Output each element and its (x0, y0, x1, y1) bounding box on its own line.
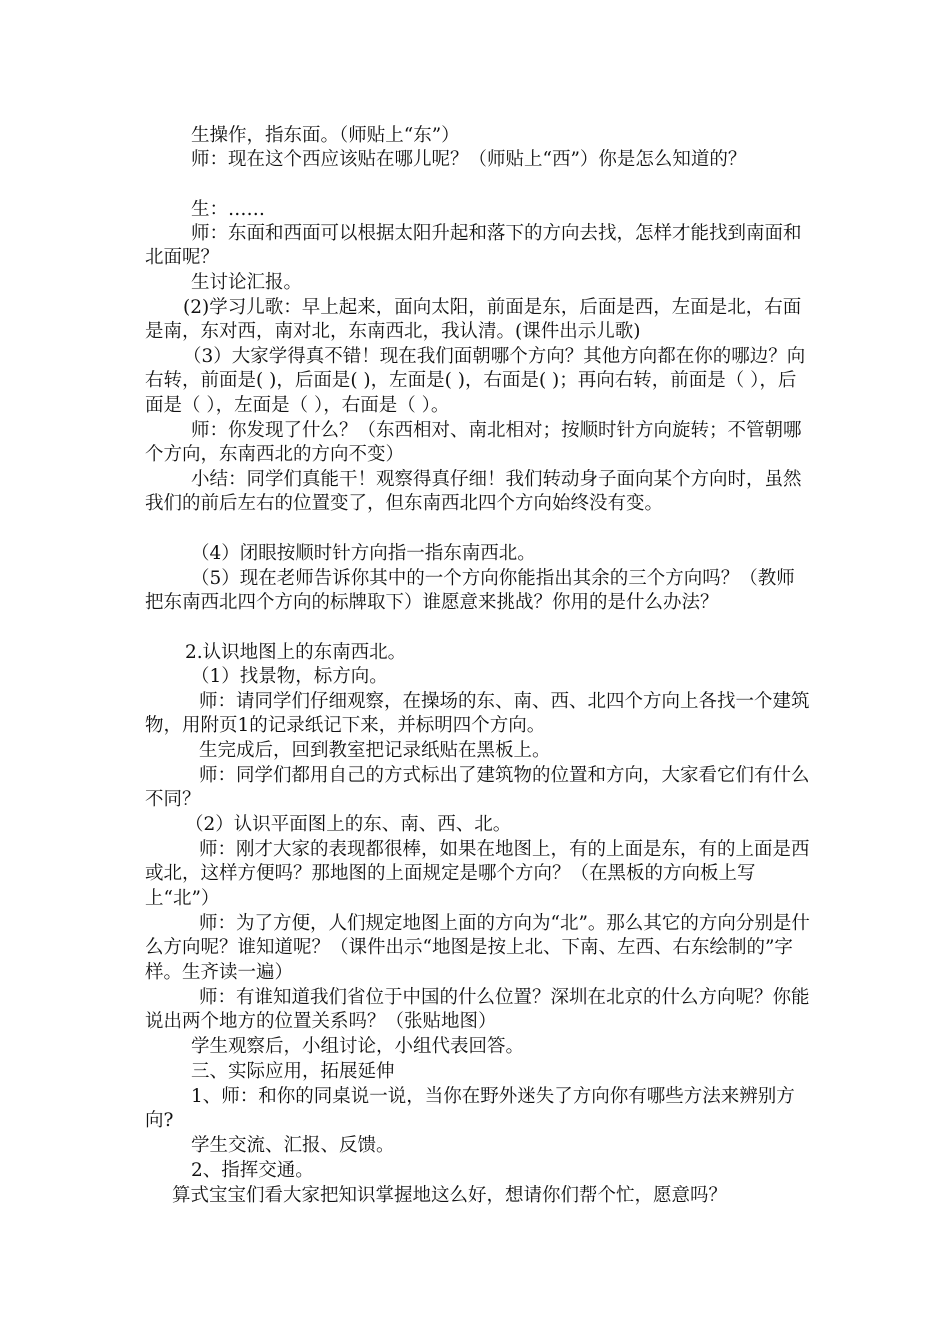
paragraph: 师：现在这个西应该贴在哪儿呢？（师贴上“西”）你是怎么知道的？ (191, 149, 747, 170)
paragraph: 生完成后，回到教室把记录纸贴在黑板上。 (199, 740, 551, 761)
paragraph: 师：请同学们仔细观察，在操场的东、南、西、北四个方向上各找一个建筑物，用附页1的记录纸记下来，并标明四个方向。 (145, 691, 810, 737)
paragraph: （3）大家学得真不错！现在我们面朝哪个方向？其他方向都在你的哪边？向右转，前面是( )，后面是( )，左面是( )，右面是( )；再向右转，前面是（ ），后面是（ ），左面是（ ），右面是（ ）。 (145, 346, 806, 416)
paragraph: 生讨论汇报。 (191, 272, 303, 293)
paragraph: 生操作，指东面。（师贴上“东”） (191, 125, 460, 146)
paragraph: 算式宝宝们看大家把知识掌握地这么好，想请你们帮个忙，愿意吗？ (172, 1185, 728, 1206)
paragraph: 师：刚才大家的表现都很棒，如果在地图上，有的上面是东，有的上面是西或北，这样方便吗？那地图的上面规定是哪个方向？（在黑板的方向板上写上“北”） (145, 839, 810, 909)
paragraph: （5）现在老师告诉你其中的一个方向你能指出其余的三个方向吗？（教师把东南西北四个方向的标牌取下）谁愿意来挑战？你用的是什么办法？ (145, 568, 795, 614)
paragraph: （4）闭眼按顺时针方向指一指东南西北。 (191, 543, 536, 564)
paragraph: 师：为了方便，人们规定地图上面的方向为“北”。那么其它的方向分别是什么方向呢？谁知道呢？（课件出示“地图是按上北、下南、左西、右东绘制的”字样。生齐读一遍） (145, 913, 810, 983)
paragraph: 师：同学们都用自己的方式标出了建筑物的位置和方向，大家看它们有什么不同？ (145, 765, 810, 811)
paragraph: 学生交流、汇报、反馈。 (191, 1135, 395, 1156)
paragraph: 师：有谁知道我们省位于中国的什么位置？深圳在北京的什么方向呢？你能说出两个地方的位置关系吗？（张贴地图） (145, 987, 810, 1033)
paragraph: 师：东面和西面可以根据太阳升起和落下的方向去找，怎样才能找到南面和北面呢？ (145, 223, 802, 269)
paragraph: 生：…… (191, 199, 266, 220)
paragraph: 小结：同学们真能干！观察得真仔细！我们转动身子面向某个方向时，虽然我们的前后左右的位置变了，但东南西北四个方向始终没有变。 (145, 469, 802, 515)
paragraph: 2、指挥交通。 (191, 1160, 314, 1181)
paragraph: 1、师：和你的同桌说一说，当你在野外迷失了方向你有哪些方法来辨别方向? (145, 1086, 795, 1132)
paragraph: 学生观察后，小组讨论，小组代表回答。 (191, 1036, 525, 1057)
paragraph: （2）认识平面图上的东、南、西、北。 (185, 814, 512, 835)
paragraph: 2.认识地图上的东南西北。 (185, 642, 407, 663)
paragraph: （1）找景物，标方向。 (191, 666, 388, 687)
section-heading: 三、实际应用，拓展延伸 (191, 1061, 395, 1082)
paragraph: 师：你发现了什么？（东西相对、南北相对；按顺时针方向旋转；不管朝哪个方向，东南西北的方向不变） (145, 420, 802, 466)
paragraph: (2)学习儿歌：早上起来，面向太阳，前面是东，后面是西，左面是北，右面是南，东对西，南对北，东南西北，我认清。(课件出示儿歌) (145, 297, 802, 343)
